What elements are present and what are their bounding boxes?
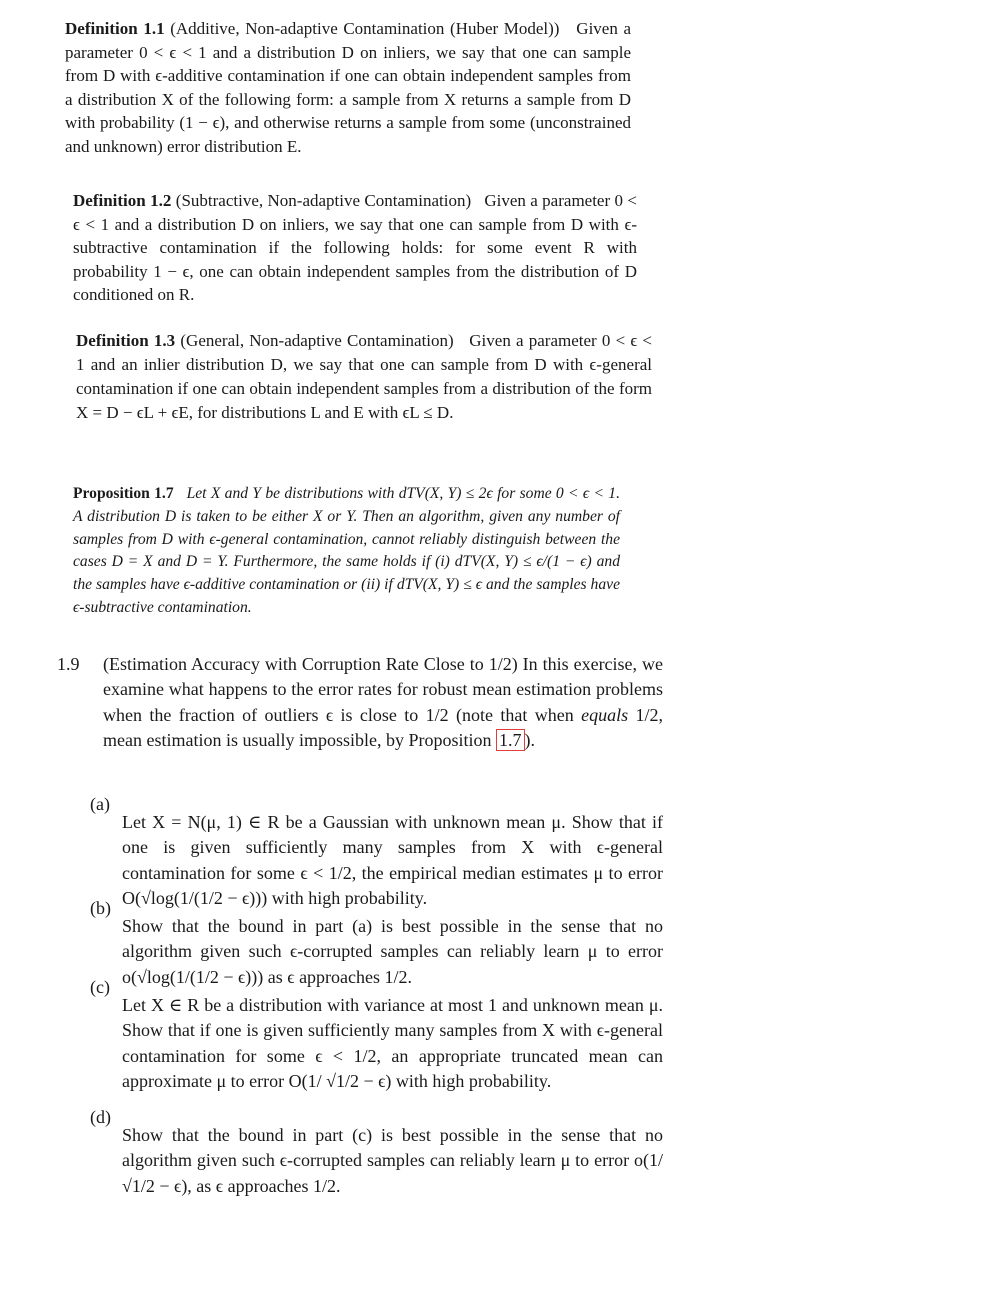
definition-1-3-head: Definition 1.3 — [76, 331, 176, 350]
exercise-part-d — [90, 1105, 663, 1217]
proposition-1-7-body: Let X and Y be distributions with dTV(X, Y) ≤ 2ϵ for some 0 < ϵ < 1. A distribution D is taken to be either X or Y. Then an algorithm, given any number of samples from D with ϵ-general contamination, cannot reliably distinguish between the cases D = X and D = Y. Furthermore, the same holds if (i) dTV(X, Y) ≤ ϵ/(1 − ϵ) and the samples have ϵ-additive contamination or (ii) if dTV(X, Y) ≤ ϵ and the samples have ϵ-subtractive contamination. — [73, 485, 620, 616]
exercise-intro-emphasis: equals — [581, 704, 629, 725]
definition-1-2-body: Given a parameter 0 < ϵ < 1 and a distribution D on inliers, we say that one can sample from D with ϵ-subtractive contamination if the following holds: for some event R with probability 1 − ϵ, one can obtain independent samples from the distribution of D conditioned on R. — [73, 191, 638, 305]
exercise-number: 1.9 — [57, 654, 80, 674]
definition-1-3 — [76, 329, 652, 425]
definition-1-3-paragraph — [76, 329, 652, 425]
exercise-part-c — [90, 975, 663, 1112]
definition-1-2-head: Definition 1.2 — [73, 191, 172, 210]
part-marker: (b) — [90, 898, 111, 918]
exercise-intro-end: ). — [524, 729, 535, 750]
exercise-1-9 — [57, 652, 664, 753]
definition-1-1 — [65, 17, 631, 159]
proposition-reference-link[interactable]: 1.7 — [496, 729, 525, 751]
proposition-1-7-paragraph — [73, 483, 620, 620]
definition-1-2 — [73, 189, 637, 307]
part-text: Let X ∈ R be a distribution with variance at most 1 and unknown mean μ. Show that if one is given sufficiently many samples from X with ϵ-general contamination for some ϵ < 1/2, an appropriate truncated mean can approximate μ to error O(1/ √1/2 − ϵ) with high probability. — [122, 995, 663, 1091]
definition-1-1-body: Given a parameter 0 < ϵ < 1 and a distribution D on inliers, we say that one can sample from D with ϵ-additive contamination if one can obtain independent samples from a distribution X of the following form: a sample from X returns a sample from D with probability (1 − ϵ), and otherwise returns a sample from some (unconstrained and unknown) error distribution E. — [65, 19, 631, 156]
proposition-1-7-head: Proposition 1.7 — [73, 485, 174, 502]
definition-1-2-paragraph — [73, 189, 637, 307]
definition-1-2-title: (Subtractive, Non-adaptive Contamination) — [175, 191, 472, 210]
part-text: Show that the bound in part (c) is best possible in the sense that no algorithm given such ϵ-corrupted samples can reliably learn μ to error o(1/ √1/2 − ϵ), as ϵ approaches 1/2. — [122, 1125, 663, 1196]
part-marker: (d) — [90, 1107, 111, 1127]
definition-1-1-head: Definition 1.1 — [65, 19, 165, 38]
part-text: Let X = N(μ, 1) ∈ R be a Gaussian with unknown mean μ. Show that if one is given sufficiently many samples from X with ϵ-general contamination for some ϵ < 1/2, the empirical median estimates μ to error O(√log(1/(1/2 − ϵ))) with high probability. — [122, 812, 663, 908]
definition-1-3-body: Given a parameter 0 < ϵ < 1 and an inlier distribution D, we say that one can sample from D with ϵ-general contamination if one can obtain independent samples from a distribution of the form X = D − ϵL + ϵE, for distributions L and E with ϵL ≤ D. — [76, 331, 653, 422]
definition-1-1-paragraph — [65, 17, 631, 159]
proposition-1-7 — [73, 483, 620, 620]
part-marker: (c) — [90, 977, 110, 997]
part-marker: (a) — [90, 794, 110, 814]
exercise-intro-text: (Estimation Accuracy with Corruption Rate Close to 1/2) In this exercise, we examine what happens to the error rates for robust mean estimation problems when the fraction of outliers ϵ is close to 1/2 (note that when — [103, 654, 663, 725]
exercise-intro-text-2: 1/2, mean estimation is usually impossible, by Proposition — [103, 704, 664, 750]
exercise-intro — [103, 652, 663, 753]
definition-1-1-title: (Additive, Non-adaptive Contamination (Huber Model)) — [170, 19, 560, 38]
part-text: Show that the bound in part (a) is best possible in the sense that no algorithm given such ϵ-corrupted samples can reliably learn μ to error o(√log(1/(1/2 − ϵ))) as ϵ approaches 1/2. — [122, 916, 663, 987]
definition-1-3-title: (General, Non-adaptive Contamination) — [180, 331, 454, 350]
